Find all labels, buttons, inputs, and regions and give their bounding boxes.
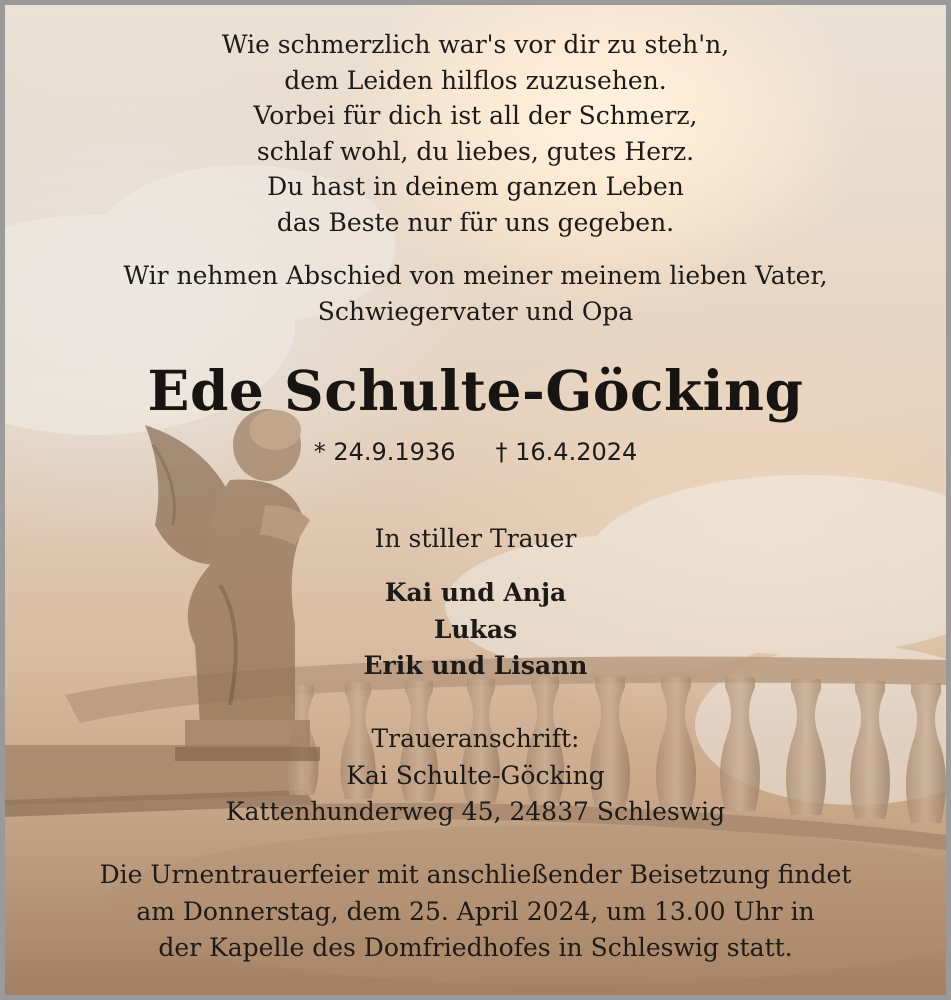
family-line: Erik und Lisann [363, 651, 588, 680]
birth-date: * 24.9.1936 [313, 438, 456, 466]
mourning-address [5, 721, 946, 831]
family-line: Kai und Anja [384, 578, 567, 607]
mourning-label: In stiller Trauer [374, 524, 577, 553]
deceased-name: Ede Schulte-Göcking [147, 358, 804, 423]
death-date: † 16.4.2024 [495, 438, 638, 466]
ceremony-line: am Donnerstag, dem 25. April 2024, um 13.00 Uhr in [136, 896, 815, 926]
poem-line: das Beste nur für uns gegeben. [276, 207, 675, 237]
family-line: Lukas [433, 614, 518, 644]
intro-line: Wir nehmen Abschied von meiner meinem lieben Vater, [123, 261, 828, 290]
address-line: Kattenhunderweg 45, 24837 Schleswig [225, 797, 726, 826]
address-line: Kai Schulte-Göcking [346, 760, 605, 790]
farewell-intro [5, 258, 946, 330]
poem-line: dem Leiden hilflos zuzusehen. [284, 65, 667, 95]
ceremony-line: Die Urnentrauerfeier mit anschließender Beisetzung findet [99, 860, 852, 889]
obituary-card [5, 5, 946, 995]
ceremony-info [5, 857, 946, 967]
poem [5, 27, 946, 240]
poem-line: Vorbei für dich ist all der Schmerz, [253, 101, 698, 130]
poem-line: Wie schmerzlich war's vor dir zu steh'n, [221, 30, 730, 59]
intro-line: Schwiegervater und Opa [317, 297, 634, 326]
poem-line: Du hast in deinem ganzen Leben [267, 172, 684, 201]
poem-line: schlaf wohl, du liebes, gutes Herz. [256, 136, 695, 166]
family-names [5, 575, 946, 685]
address-line: Traueranschrift: [371, 724, 580, 753]
ceremony-line: der Kapelle des Domfriedhofes in Schleswig statt. [158, 933, 793, 962]
life-dates [5, 435, 946, 469]
